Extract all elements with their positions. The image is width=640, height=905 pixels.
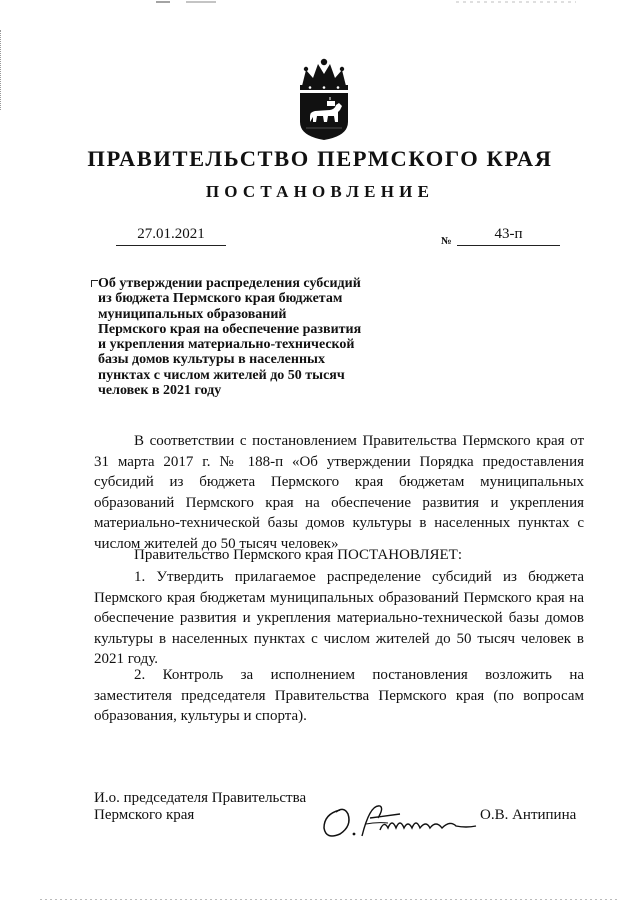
clause-1-text: 1. Утвердить прилагаемое распределение субсидий из бюджета Пермского края бюджетам муниципальных образований Пермского края на обеспечение развития и укрепления материально-технической базы домов культуры в населенных пунктах с числом жителей до 50 тысяч человек в 2021 году. [94,569,584,667]
subject-line: из бюджета Пермского края бюджетам [98,291,343,307]
scan-artifact-top [156,1,626,3]
subject-line: человек в 2021 году [98,383,222,399]
resolution-intro [94,545,584,566]
subject-line: пунктах с числом жителей до 50 тысяч [98,367,345,383]
subject-line: Пермского края на обеспечение развития [98,321,362,337]
scan-artifact-left [0,30,2,110]
clause-2 [94,665,584,727]
preamble-paragraph [94,431,584,554]
organization-title: ПРАВИТЕЛЬСТВО ПЕРМСКОГО КРАЯ [87,146,553,171]
preamble-text: В соответствии с постановлением Правительства Пермского края от 31 марта 2017 г. № 188-п «Об утверждении Порядка предоставления субсидий из бюджета Пермского края бюджетам муниципальных образований Пермского края на обеспечение развития и укрепления материально-технической базы домов культуры в населенных пунктах с числом жителей до 50 тысяч человек» [94,433,584,552]
subject-line: муниципальных образований [98,306,287,322]
date-underline [116,245,226,246]
clause-2-text: 2. Контроль за исполнением постановления возложить на заместителя председателя Правительства Пермского края (по вопросам образования, культуры и спорта). [94,667,584,724]
clause-1 [94,567,584,670]
document-date: 27.01.2021 [137,226,205,242]
signatory-position [94,790,306,824]
number-underline [457,245,560,246]
subject-line: базы домов культуры в населенных [98,352,325,368]
handwritten-signature [318,796,490,846]
subject-line: Об утверждении распределения субсидий [98,276,361,291]
perm-krai-coat-of-arms-icon [296,56,352,142]
subject-line: и укрепления материально-технической [98,337,355,353]
signatory-name: О.В. Антипина [480,807,577,823]
document-subject [98,276,418,398]
number-sign: № [441,236,452,247]
resolution-intro-text: Правительство Пермского края ПОСТАНОВЛЯЕТ: [134,547,463,563]
signatory-position-line: Пермского края [94,807,195,823]
document-type: ПОСТАНОВЛЕНИЕ [205,182,435,201]
signatory-position-line: И.о. председателя Правительства [94,790,307,806]
scan-artifact-bottom [40,898,620,901]
subject-corner-mark [91,280,98,287]
document-number: 43-п [494,226,523,242]
